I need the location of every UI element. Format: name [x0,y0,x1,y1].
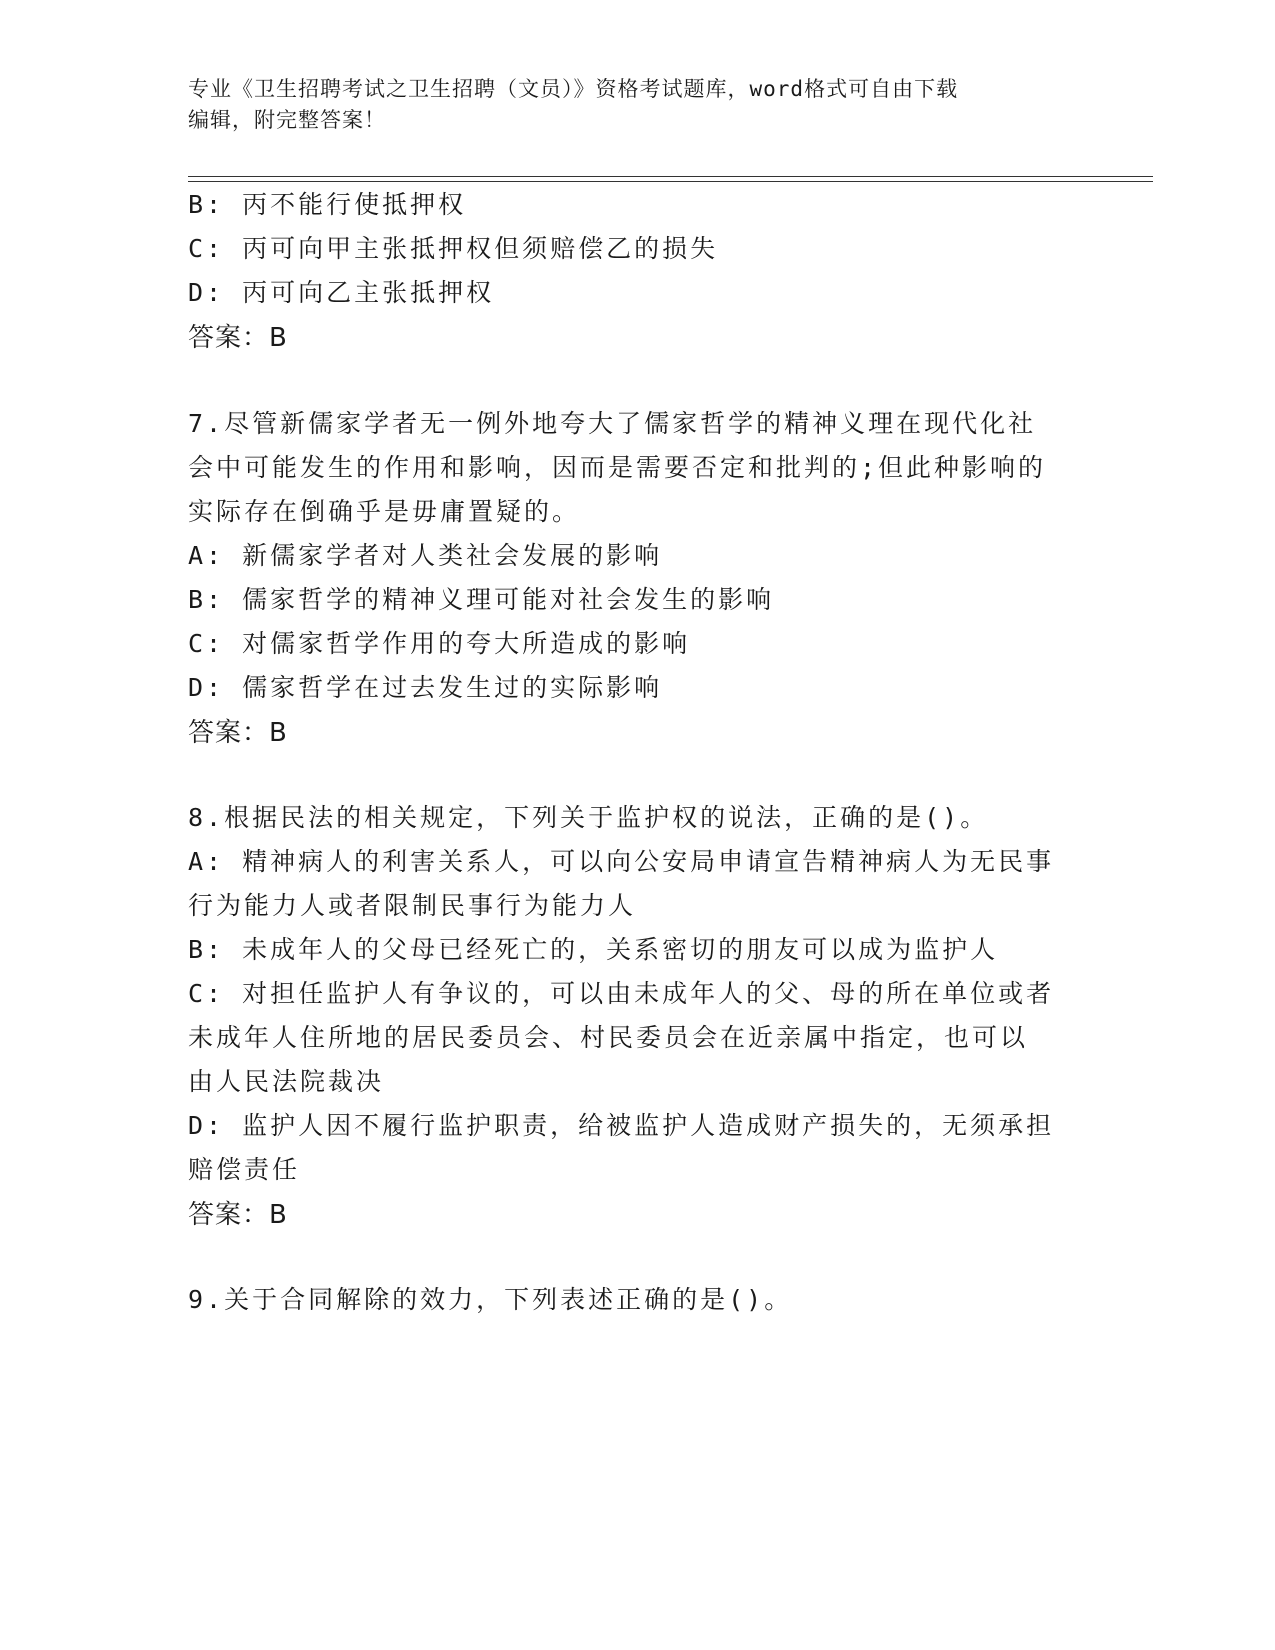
q8-option-d-line-2: 赔偿责任 [188,1155,301,1184]
q8-option-c-line-2: 未成年人住所地的居民委员会、村民委员会在近亲属中指定，也可以 [188,1023,1029,1052]
header-divider-bottom [188,181,1153,182]
q7-option-b: B: 儒家哲学的精神义理可能对社会发生的影响 [188,585,775,614]
header-line-1: 专业《卫生招聘考试之卫生招聘（文员）》资格考试题库，word格式可自由下载 [188,77,959,101]
q8-option-b: B: 未成年人的父母已经死亡的，关系密切的朋友可以成为监护人 [188,935,999,964]
q8-option-c-line-3: 由人民法院裁决 [188,1067,385,1096]
q7-stem-line-3: 实际存在倒确乎是毋庸置疑的。 [188,497,581,526]
q7-option-d: D: 儒家哲学在过去发生过的实际影响 [188,673,663,702]
q6-answer: 答案：B [188,323,288,353]
header-line-2: 编辑，附完整答案！ [188,108,386,132]
q7-stem-line-1: 7.尽管新儒家学者无一例外地夸大了儒家哲学的精神义理在现代化社 [188,409,1037,438]
q7-stem-line-2: 会中可能发生的作用和影响，因而是需要否定和批判的;但此种影响的 [188,453,1047,482]
header-divider-top [188,176,1153,177]
q8-option-c-line-1: C: 对担任监护人有争议的，可以由未成年人的父、母的所在单位或者 [188,979,1055,1008]
q8-answer: 答案：B [188,1200,288,1230]
q7-option-a: A: 新儒家学者对人类社会发展的影响 [188,541,663,570]
q8-stem: 8.根据民法的相关规定，下列关于监护权的说法，正确的是()。 [188,803,989,832]
q8-option-a-line-2: 行为能力人或者限制民事行为能力人 [188,891,637,920]
q6-option-b: B: 丙不能行使抵押权 [188,190,467,219]
document-header [188,74,1088,136]
q7-answer: 答案：B [188,718,288,748]
q8-option-d-line-1: D: 监护人因不履行监护职责，给被监护人造成财产损失的，无须承担 [188,1111,1055,1140]
q9-stem: 9.关于合同解除的效力，下列表述正确的是()。 [188,1285,793,1314]
q6-option-c: C: 丙可向甲主张抵押权但须赔偿乙的损失 [188,234,719,263]
q8-option-a-line-1: A: 精神病人的利害关系人，可以向公安局申请宣告精神病人为无民事 [188,847,1055,876]
q6-option-d: D: 丙可向乙主张抵押权 [188,278,495,307]
q7-option-c: C: 对儒家哲学作用的夸大所造成的影响 [188,629,691,658]
